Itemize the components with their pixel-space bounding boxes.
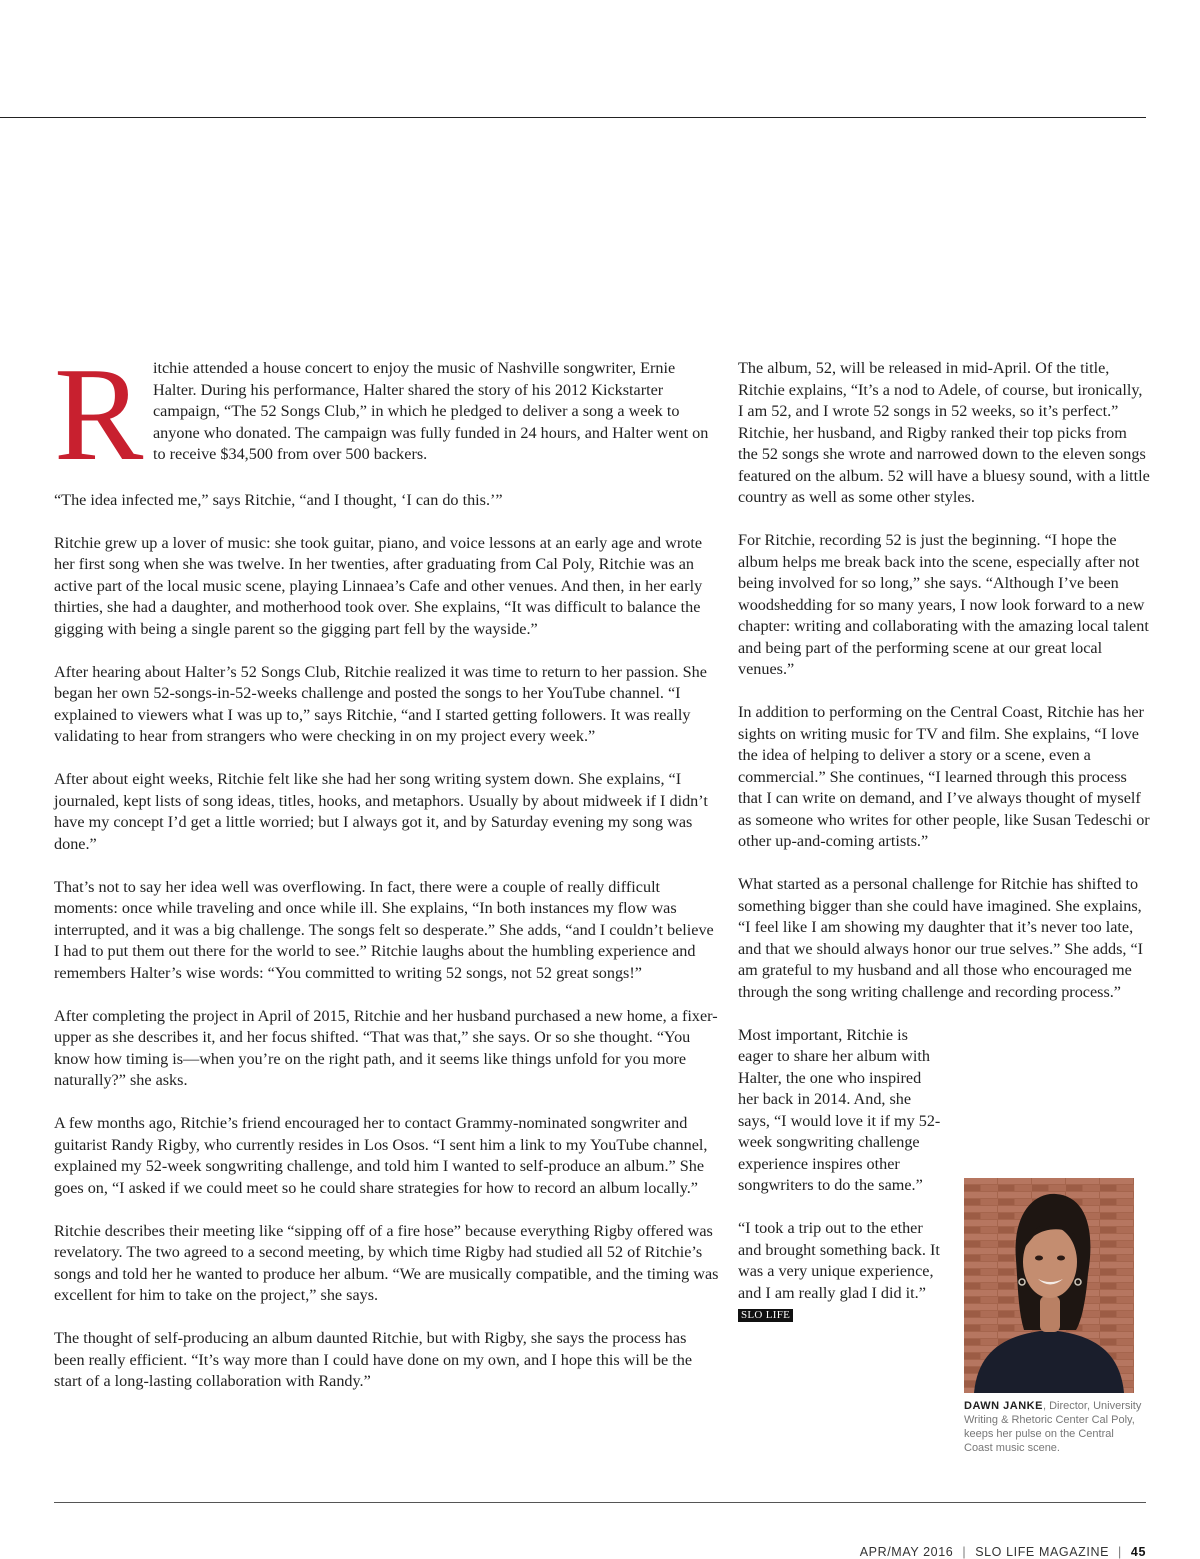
body-paragraph: For Ritchie, recording 52 is just the beginning. “I hope the album helps me break back into the scene, especially after not being involved for so long,” she says. “Although I’ve been woodshedding for so many years, I now look forward to a new chapter: writing and collaborating with the amazing local talent and being part of the performing scene at our great local venues.” xyxy=(738,531,1149,678)
body-paragraph: After hearing about Halter’s 52 Songs Club, Ritchie realized it was time to return to her passion. She began her own 52-songs-in-52-weeks challenge and posted the songs to her YouTube channel. “I explained to viewers what I was up to,” says Ritchie, “and I started getting followers. It was really validating to hear from strangers who were checking in on my project every week.” xyxy=(54,662,707,745)
caption-text: , Director, University Writing & Rhetoric Center Cal Poly, keeps her pulse on the Central Coast music scene. xyxy=(964,1400,1142,1454)
footer-magazine: SLO LIFE MAGAZINE xyxy=(975,1545,1110,1559)
body-paragraph: The album, 52, will be released in mid-April. Of the title, Ritchie explains, “It’s a nod to Adele, of course, but ironically, I am 52, and I wrote 52 songs in 52 weeks, so it’s perfect.” Ritchie, her husband, and Rigby ranked their top picks from the 52 songs she wrote and narrowed down to the eleven songs featured on the album. 52 will have a bluesy sound, with a little country as well as some other styles. xyxy=(738,359,1150,506)
lead-text: itchie attended a house concert to enjoy the music of Nashville songwriter, Ernie Halter. During his performance, Halter shared the story of his 2012 Kickstarter campaign, “The 52 Songs Club,” in which he pledged to deliver a song a week to anyone who donated. The campaign was fully funded in 24 hours, and Halter went on to receive $34,500 from over 500 backers. xyxy=(153,359,709,463)
top-rule xyxy=(0,117,1146,118)
footer-separator: | xyxy=(962,1545,967,1559)
footer-separator: | xyxy=(1118,1545,1122,1559)
body-paragraph: Ritchie grew up a lover of music: she took guitar, piano, and voice lessons at an early age and wrote her first song when she was twelve. In her twenties, after graduating from Cal Poly, Ritchie was an active part of the local music scene, playing Linnaea’s Cafe and other venues. And then, in her early thirties, she had a daughter, and motherhood took over. She explains, “It was difficult to balance the gigging with being a single parent so the gigging part fell by the wayside.” xyxy=(54,533,703,638)
drop-cap: R xyxy=(54,340,144,488)
body-paragraph: “The idea infected me,” says Ritchie, “and I thought, ‘I can do this.’” xyxy=(54,490,503,509)
body-paragraph: In addition to performing on the Central Coast, Ritchie has her sights on writing music for TV and film. She explains, “I love the idea of helping to deliver a story or a scene, even a commercial.” She continues, “I learned through this process that I can write on demand, and I’ve always thought of myself as someone who writes for other people, like Susan Tedeschi or other up-and-coming artists.” xyxy=(738,703,1150,850)
body-paragraph: What started as a personal challenge for Ritchie has shifted to something bigger than she could have imagined. She explains, “I feel like I am showing my daughter that it’s never too late, and that we should always honor our true selves.” She adds, “I am grateful to my husband and all those who encouraged me through the song writing challenge and recording process.” xyxy=(738,875,1144,1001)
body-paragraph: That’s not to say her idea well was overflowing. In fact, there were a couple of really difficult moments: once while traveling and once while ill. She explains, “In both instances my flow was interrupted, and it was a big challenge. The songs felt so desperate.” She adds, “and I couldn’t believe I had to put them out there for the world to see.” Ritchie laughs about the humbling experience and remembers Halter’s wise words: “You committed to writing 52 songs, not 52 great songs!” xyxy=(54,877,714,982)
caption-name: DAWN JANKE xyxy=(964,1400,1043,1412)
end-mark-badge: SLO LIFE xyxy=(738,1309,793,1322)
closing-paragraph xyxy=(738,1218,943,1326)
photo-caption xyxy=(964,1399,1144,1455)
page-number: 45 xyxy=(1130,1545,1146,1559)
page-footer xyxy=(860,1545,1146,1559)
body-paragraph: After completing the project in April of 2015, Ritchie and her husband purchased a new home, a fixer-upper as she describes it, and her focus shifted. “That was that,” she says. Or so she thought. “You know how timing is—when you’re on the right path, and it seems like things unfold for you more naturally?” she asks. xyxy=(54,1006,718,1089)
footer-issue: APR/MAY 2016 xyxy=(859,1545,954,1559)
body-paragraph: The thought of self-producing an album daunted Ritchie, but with Rigby, she says the process has been really efficient. “It’s way more than I could have done on my own, and I hope this will be the start of a long-lasting collaboration with Randy.” xyxy=(54,1329,693,1390)
portrait-photo xyxy=(964,1178,1134,1393)
lead-paragraph xyxy=(54,340,719,488)
body-paragraph: A few months ago, Ritchie’s friend encouraged her to contact Grammy-nominated songwriter and guitarist Randy Rigby, who currently resides in Los Osos. “I sent him a link to my YouTube channel, explained my 52-week songwriting challenge, and told him I wanted to self-produce an album.” She goes on, “I asked if we could meet so he could share strategies for how to record an album locally.” xyxy=(54,1114,708,1197)
article-left-column xyxy=(54,340,719,1414)
bottom-rule xyxy=(54,1502,1146,1503)
body-paragraph: Most important, Ritchie is eager to share her album with Halter, the one who inspired her back in 2014. And, she says, “I would love it if my 52-week songwriting challenge experience inspires other songwriters to do the same.” xyxy=(738,1025,941,1194)
closing-text: “I took a trip out to the ether and brought something back. It was a very unique experience, and I am really glad I did it.” xyxy=(738,1219,940,1302)
body-paragraph: Ritchie describes their meeting like “sipping off of a fire hose” because everything Rigby offered was revelatory. The two agreed to a second meeting, by which time Rigby had studied all 52 of Ritchie’s songs and told her he wanted to produce her album. “We are musically compatible, and the timing was excellent for him to take on the project,” she says. xyxy=(54,1221,719,1304)
body-paragraph: After about eight weeks, Ritchie felt like she had her song writing system down. She explains, “I journaled, kept lists of song ideas, titles, hooks, and metaphors. Usually by about midweek if I didn’t have my concept I’d get a little worried; but I always got it, and by Saturday evening my song was done.” xyxy=(54,770,708,853)
